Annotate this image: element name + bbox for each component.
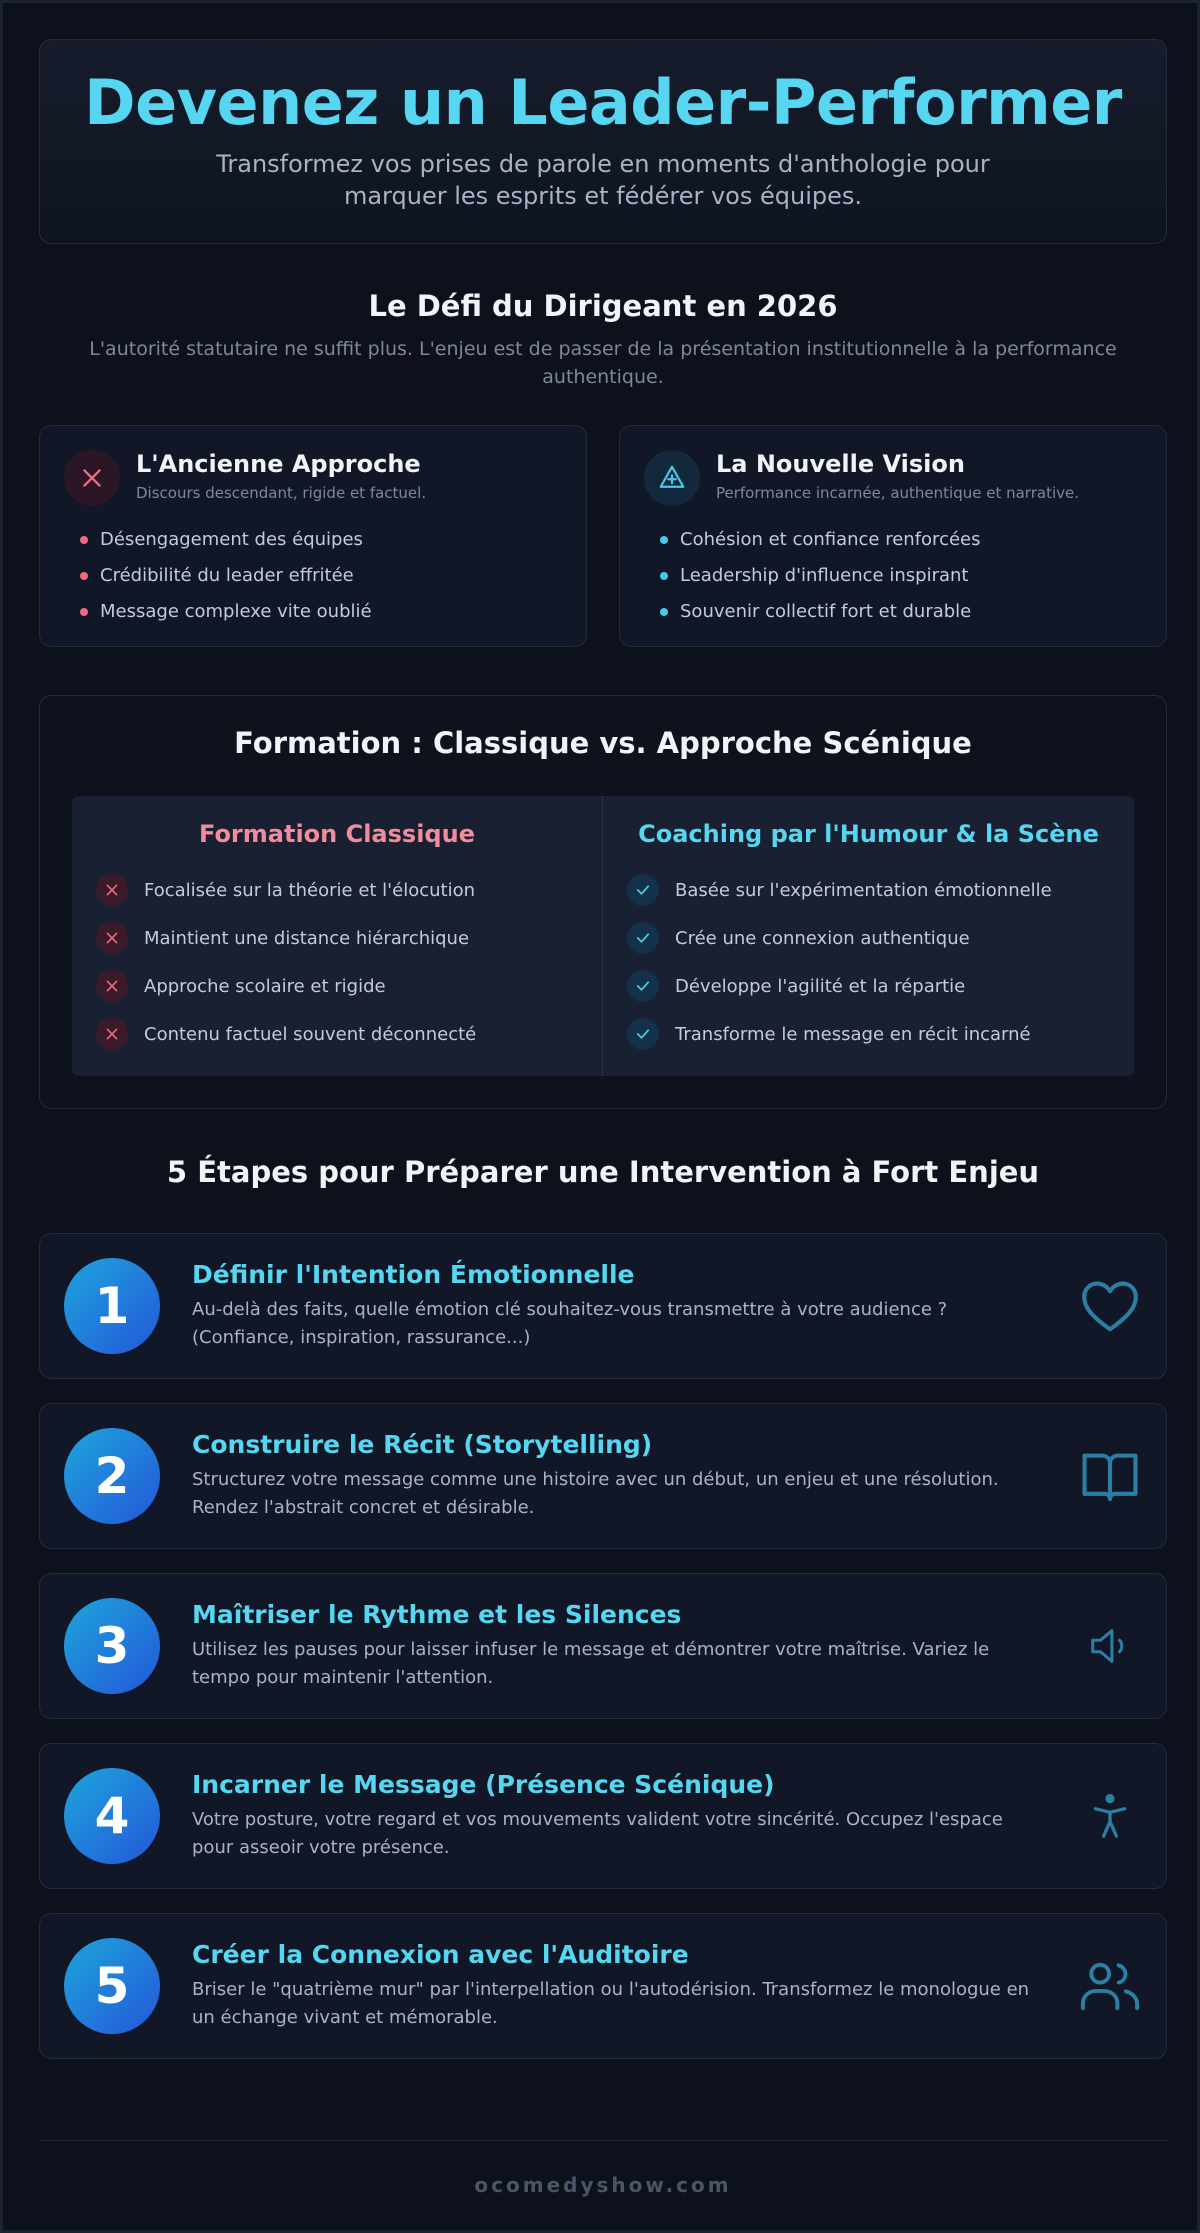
check-icon bbox=[627, 970, 659, 1002]
spark-triangle-icon bbox=[644, 450, 700, 506]
table-row bbox=[627, 1018, 1031, 1050]
challenge-description: L'autorité statutaire ne suffit plus. L'enjeu est de passer de la présentation institutionnelle à la performance authentique. bbox=[89, 338, 1117, 388]
new-vision-subtitle: Performance incarnée, authentique et narrative. bbox=[716, 484, 1079, 502]
x-icon bbox=[96, 970, 128, 1002]
formation-comparison-table bbox=[72, 796, 1134, 1076]
step-description: Briser le "quatrième mur" par l'interpellation ou l'autodérision. Transformez le monologue en un échange vivant et mémorable. bbox=[192, 1979, 1030, 2028]
list-item: Message complexe vite oublié bbox=[80, 594, 372, 630]
steps-title: 5 Étapes pour Préparer une Intervention à Fort Enjeu bbox=[166, 1155, 1040, 1189]
check-icon bbox=[627, 922, 659, 954]
list-item: Leadership d'influence inspirant bbox=[660, 558, 981, 594]
list-item: Crédibilité du leader effritée bbox=[80, 558, 372, 594]
new-vision-list bbox=[660, 522, 981, 630]
step-card bbox=[39, 1403, 1167, 1549]
row-text: Contenu factuel souvent déconnecté bbox=[144, 1023, 477, 1045]
table-row bbox=[96, 970, 386, 1002]
x-icon bbox=[96, 1018, 128, 1050]
new-vision-title: La Nouvelle Vision bbox=[716, 450, 965, 478]
step-card bbox=[39, 1913, 1167, 2059]
x-icon bbox=[64, 450, 120, 506]
challenge-title: Le Défi du Dirigeant en 2026 bbox=[368, 289, 838, 323]
table-row bbox=[627, 874, 1052, 906]
formation-section bbox=[39, 695, 1167, 1109]
row-text: Approche scolaire et rigide bbox=[144, 975, 386, 997]
step-description: Au-delà des faits, quelle émotion clé souhaitez-vous transmettre à votre audience ? (Confiance, inspiration, rassurance...) bbox=[192, 1299, 948, 1348]
check-icon bbox=[627, 1018, 659, 1050]
footer-url[interactable]: ocomedyshow.com bbox=[474, 2173, 732, 2197]
table-row bbox=[96, 1018, 476, 1050]
step-card bbox=[39, 1233, 1167, 1379]
step-title: Construire le Récit (Storytelling) bbox=[192, 1430, 653, 1459]
step-description: Utilisez les pauses pour laisser infuser le message et démontrer votre maîtrise. Variez le tempo pour maintenir l'attention. bbox=[192, 1639, 990, 1688]
list-item: Souvenir collectif fort et durable bbox=[660, 594, 981, 630]
check-icon bbox=[627, 874, 659, 906]
classic-column bbox=[72, 796, 603, 1076]
person-icon bbox=[1078, 1784, 1142, 1848]
footer-divider bbox=[39, 2140, 1167, 2141]
old-approach-card bbox=[39, 425, 587, 647]
stage-column bbox=[603, 796, 1134, 1076]
row-text: Transforme le message en récit incarné bbox=[675, 1023, 1031, 1045]
step-card bbox=[39, 1743, 1167, 1889]
list-item: Désengagement des équipes bbox=[80, 522, 372, 558]
row-text: Focalisée sur la théorie et l'élocution bbox=[144, 879, 475, 901]
row-text: Basée sur l'expérimentation émotionnelle bbox=[675, 879, 1052, 901]
page-subtitle: Transformez vos prises de parole en moments d'anthologie pour marquer les esprits et fédérer vos équipes. bbox=[216, 150, 990, 210]
step-card bbox=[39, 1573, 1167, 1719]
users-icon bbox=[1078, 1954, 1142, 2018]
x-icon bbox=[96, 874, 128, 906]
stage-column-title: Coaching par l'Humour & la Scène bbox=[638, 820, 1099, 848]
step-number: 2 bbox=[64, 1428, 160, 1524]
step-number: 4 bbox=[64, 1768, 160, 1864]
old-approach-title: L'Ancienne Approche bbox=[136, 450, 421, 478]
step-title: Définir l'Intention Émotionnelle bbox=[192, 1260, 635, 1289]
speaker-icon bbox=[1078, 1614, 1142, 1678]
row-text: Développe l'agilité et la répartie bbox=[675, 975, 966, 997]
new-vision-card bbox=[619, 425, 1167, 647]
step-number: 3 bbox=[64, 1598, 160, 1694]
page-title: Devenez un Leader-Performer bbox=[84, 66, 1122, 139]
table-row bbox=[96, 922, 469, 954]
step-number: 1 bbox=[64, 1258, 160, 1354]
x-icon bbox=[96, 922, 128, 954]
heart-icon bbox=[1078, 1274, 1142, 1338]
step-title: Incarner le Message (Présence Scénique) bbox=[192, 1770, 775, 1799]
list-item: Cohésion et confiance renforcées bbox=[660, 522, 981, 558]
table-row bbox=[627, 922, 970, 954]
table-row bbox=[627, 970, 965, 1002]
classic-column-title: Formation Classique bbox=[199, 820, 475, 848]
book-icon bbox=[1078, 1444, 1142, 1508]
step-title: Maîtriser le Rythme et les Silences bbox=[192, 1600, 682, 1629]
row-text: Crée une connexion authentique bbox=[675, 927, 970, 949]
step-description: Votre posture, votre regard et vos mouvements valident votre sincérité. Occupez l'espace pour asseoir votre présence. bbox=[192, 1809, 1003, 1858]
old-approach-subtitle: Discours descendant, rigide et factuel. bbox=[136, 484, 427, 502]
hero-banner bbox=[39, 39, 1167, 244]
step-number: 5 bbox=[64, 1938, 160, 2034]
old-approach-list bbox=[80, 522, 372, 630]
formation-title: Formation : Classique vs. Approche Scénique bbox=[234, 726, 972, 760]
step-description: Structurez votre message comme une histoire avec un début, un enjeu et une résolution. Rendez l'abstrait concret et désirable. bbox=[192, 1469, 999, 1518]
row-text: Maintient une distance hiérarchique bbox=[144, 927, 470, 949]
step-title: Créer la Connexion avec l'Auditoire bbox=[192, 1940, 689, 1969]
table-row bbox=[96, 874, 475, 906]
